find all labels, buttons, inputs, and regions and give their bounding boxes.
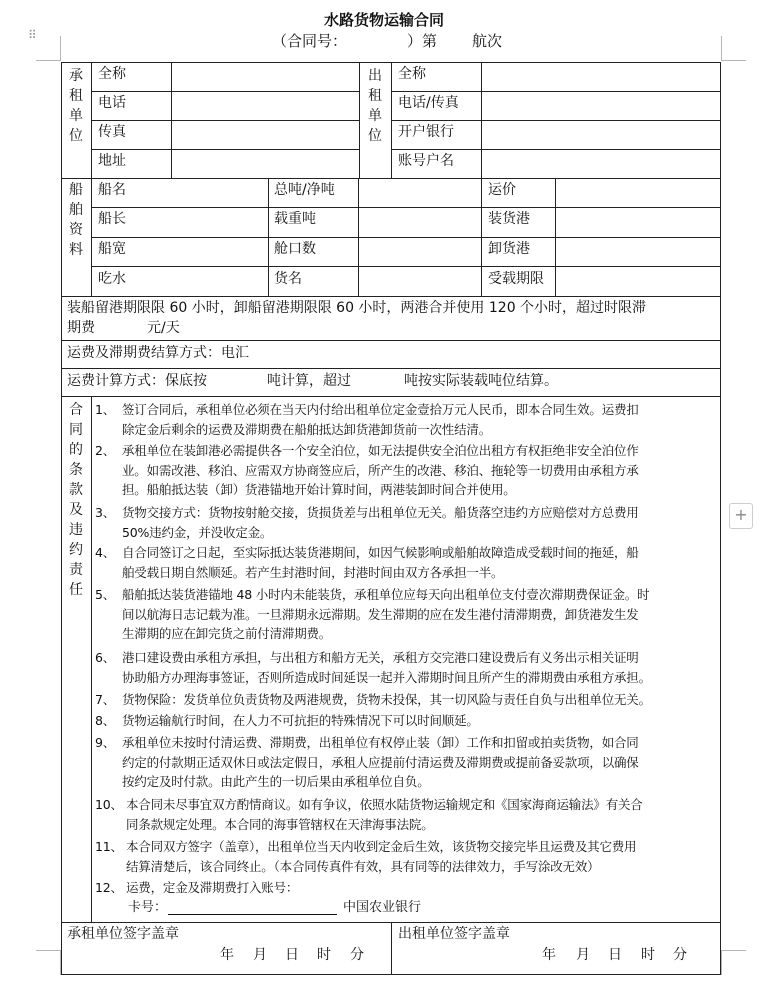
clause-line: 港口建设费由承租方承担，与出租方和船方无关，承租方交完港口建设费后有义务出示相关证明 xyxy=(122,650,639,665)
terms-label-5: 款 xyxy=(69,482,83,498)
ship-label-2: 舶 xyxy=(69,202,83,218)
lessee-address-label: 地址 xyxy=(98,153,126,169)
lessor-bank-label: 开户银行 xyxy=(398,124,454,140)
clause-line: 本合同双方签字（盖章），出租单位当天内收到定金后生效，该货物交接完毕且运费及其它费用 xyxy=(126,839,637,854)
clause-9 xyxy=(95,733,717,792)
clause-3 xyxy=(95,503,717,542)
clause-line: 按约定及时付款。由此产生的一切后果由承租单位自负。 xyxy=(122,774,430,789)
lessee-date-day: 日 xyxy=(285,947,299,963)
lessee-label-1: 承 xyxy=(69,68,83,84)
clause-line: 货物保险：发货单位负责货物及两港规费，货物未投保，其一切风险与责任自负与出租单位无关。 xyxy=(122,692,651,707)
terms-label-1: 合 xyxy=(69,402,83,418)
clause-number: 6、 xyxy=(95,650,116,665)
laycan-label: 受载期限 xyxy=(488,271,544,287)
terms-label-7: 违 xyxy=(69,522,83,538)
voyage-prefix: ）第 xyxy=(407,32,438,50)
terms-label-10: 任 xyxy=(69,582,83,598)
clause-number: 7、 xyxy=(95,692,116,707)
terms-label-2: 同 xyxy=(69,422,83,438)
clause-line: 生滞期的应在卸完货之前付清滞期费。 xyxy=(122,626,332,641)
ship-draft-label: 吃水 xyxy=(98,271,126,287)
demurrage-fee-label: 期费 xyxy=(67,320,95,336)
clause-1 xyxy=(95,400,717,439)
clause-line: 同条款规定处理。本合同的海事管辖权在天津海事法院。 xyxy=(126,816,434,832)
clause-number: 10、 xyxy=(95,797,123,812)
voyage-suffix: 航次 xyxy=(472,32,503,50)
page-corner-mark-bottom-left xyxy=(36,950,61,975)
clause-line: 承租单位未按时付清运费、滞期费，出租单位有权停止装（卸）工作和扣留或拍卖货物，如合同 xyxy=(122,735,639,750)
lessor-fullname-label: 全称 xyxy=(398,66,426,82)
lessee-date-minute: 分 xyxy=(350,947,364,963)
page-corner-mark-top-right xyxy=(721,36,746,61)
clause-10 xyxy=(95,795,717,834)
clause-line: 货物交接方式：货物按射舱交接，货损货差与出租单位无关。船货落空违约方应赔偿对方总费用 xyxy=(122,505,639,520)
clause-number: 12、 xyxy=(95,880,123,895)
clause-number: 5、 xyxy=(95,587,116,602)
cargo-name-label: 货名 xyxy=(274,271,302,287)
demurrage-terms-line1: 装船留港期限限 60 小时，卸船留港期限限 60 小时，两港合并使用 120 个小时，超过时限滞 xyxy=(67,300,647,316)
clause-number: 4、 xyxy=(95,545,116,560)
lessor-date-day: 日 xyxy=(608,947,622,963)
clause-11 xyxy=(95,837,717,876)
clause-8 xyxy=(95,711,717,731)
clause-line: 间以航海日志记载为准。一旦滞期永远滞期。发生滞期的应在发生港付清滞期费，卸货港发生发 xyxy=(122,606,639,622)
demurrage-fee-unit: 元/天 xyxy=(147,320,180,336)
clause-6 xyxy=(95,648,717,687)
clause-line: 运费，定金及滞期费打入账号： xyxy=(126,880,299,895)
lessor-date-month: 月 xyxy=(576,947,590,963)
clause-5 xyxy=(95,585,717,644)
terms-label-4: 条 xyxy=(69,462,83,478)
clause-number: 8、 xyxy=(95,713,116,728)
ship-label-1: 船 xyxy=(69,182,83,198)
clause-line: 约定的付款期正适双休日或法定假日，承租人应提前付清运费及滞期费或提前备妥款项，以确保 xyxy=(122,754,639,770)
clause-line: 自合同签订之日起，至实际抵达装货港期间，如因气候影响或船舶故障造成受载时间的拖延，船 xyxy=(122,545,639,560)
clause-4 xyxy=(95,543,717,582)
account-number-blank[interactable] xyxy=(168,914,337,915)
add-row-icon[interactable]: + xyxy=(729,503,753,529)
freight-calc-prefix: 运费计算方式：保底按 xyxy=(67,373,207,389)
ship-tonnage-label: 总吨/净吨 xyxy=(274,182,335,198)
clause-line: 舶受载日期自然顺延。若产生封港时间，封港时间由双方各承担一半。 xyxy=(122,564,504,580)
lessor-signature-label: 出租单位签字盖章 xyxy=(398,926,510,942)
ship-name-label: 船名 xyxy=(98,182,126,198)
clause-line: 除定金后剩余的运费及滞期费在船舶抵达卸货港卸货前一次性结清。 xyxy=(122,421,492,437)
lessor-label-2: 租 xyxy=(368,88,382,104)
lessee-signature-label: 承租单位签字盖章 xyxy=(67,926,179,942)
bank-name: 中国农业银行 xyxy=(343,900,422,915)
lessee-fax-label: 传真 xyxy=(98,124,126,140)
account-card-label: 卡号： xyxy=(128,900,168,915)
page-corner-mark-bottom-right xyxy=(721,950,746,975)
freight-calc-mid: 吨计算，超过 xyxy=(267,373,351,389)
clause-2 xyxy=(95,441,717,500)
clause-number: 1、 xyxy=(95,402,116,417)
clause-line: 本合同未尽事宜双方酌情商议。如有争议，依照水陆货物运输规定和《国家海商运输法》有关合 xyxy=(126,797,643,812)
terms-label-9: 责 xyxy=(69,562,83,578)
lessor-date-year: 年 xyxy=(542,947,556,963)
clause-12 xyxy=(95,878,717,898)
terms-label-8: 约 xyxy=(69,542,83,558)
contract-number-label: （合同号： xyxy=(272,32,348,50)
clause-line: 承租单位在装卸港必需提供各一个安全泊位，如无法提供安全泊位出租方有权拒绝非安全泊位作 xyxy=(122,443,639,458)
lessee-label-3: 单 xyxy=(69,108,83,124)
terms-label-6: 及 xyxy=(69,502,83,518)
ship-hatches-label: 舱口数 xyxy=(274,241,316,257)
lessor-label-3: 单 xyxy=(368,108,382,124)
ship-label-3: 资 xyxy=(69,222,83,238)
lessor-date-hour: 时 xyxy=(641,947,655,963)
lessor-label-1: 出 xyxy=(368,68,382,84)
ship-label-4: 料 xyxy=(69,242,83,258)
lessee-date-month: 月 xyxy=(253,947,267,963)
clause-number: 3、 xyxy=(95,505,116,520)
clause-line: 船舶抵达装货港锚地 48 小时内未能装货，承租单位应每天向出租单位支付壹次滞期费保证金。时 xyxy=(122,587,650,602)
ship-beam-label: 船宽 xyxy=(98,241,126,257)
lessor-date-minute: 分 xyxy=(673,947,687,963)
lessee-date-year: 年 xyxy=(220,947,234,963)
lessee-label-4: 位 xyxy=(69,128,83,144)
lessee-fullname-label: 全称 xyxy=(98,66,126,82)
clause-number: 9、 xyxy=(95,735,116,750)
lessee-label-2: 租 xyxy=(69,88,83,104)
ship-captain-label: 船长 xyxy=(98,211,126,227)
discharge-port-label: 卸货港 xyxy=(488,241,530,257)
lessor-account-label: 账号户名 xyxy=(398,153,454,169)
clause-line: 担。船舶抵达装（卸）货港锚地开始计算时间，两港装卸时间合并使用。 xyxy=(122,482,516,497)
loading-port-label: 装货港 xyxy=(488,211,530,227)
lessor-label-4: 位 xyxy=(368,128,382,144)
lessor-phone-fax-label: 电话/传真 xyxy=(398,95,459,111)
clause-line: 50%违约金，并没收定金。 xyxy=(122,524,273,540)
freight-calc-suffix: 吨按实际装载吨位结算。 xyxy=(404,373,558,389)
settlement-method: 运费及滞期费结算方式：电汇 xyxy=(67,345,249,361)
clause-line: 签订合同后，承租单位必须在当天内付给出租单位定金壹拾万元人民币，即本合同生效。运费扣 xyxy=(122,402,639,417)
document-title: 水路货物运输合同 xyxy=(323,11,444,29)
clause-line: 货物运输航行时间，在人力不可抗拒的特殊情况下可以时间顺延。 xyxy=(122,713,479,728)
terms-label-3: 的 xyxy=(69,442,83,458)
freight-rate-label: 运价 xyxy=(488,182,516,198)
clause-number: 2、 xyxy=(95,443,116,458)
clause-line: 业。如需改港、移泊、应需双方协商签应后，所产生的改港、移泊、拖轮等一切费用由承租方承 xyxy=(122,462,639,478)
clause-line: 协助船方办理海事签证，否则所造成时间延误一起并入滞期时间且所产生的滞期费由承租方承担。 xyxy=(122,669,651,685)
ship-deadweight-label: 载重吨 xyxy=(274,211,316,227)
clause-line: 结算清楚后，该合同终止。（本合同传真件有效，具有同等的法律效力，手写涂改无效） xyxy=(126,858,600,874)
table-drag-handle-icon[interactable]: ⠿ xyxy=(28,28,36,42)
lessee-date-hour: 时 xyxy=(317,947,331,963)
clause-7 xyxy=(95,690,717,710)
clause-number: 11、 xyxy=(95,839,123,854)
lessee-phone-label: 电话 xyxy=(98,95,126,111)
